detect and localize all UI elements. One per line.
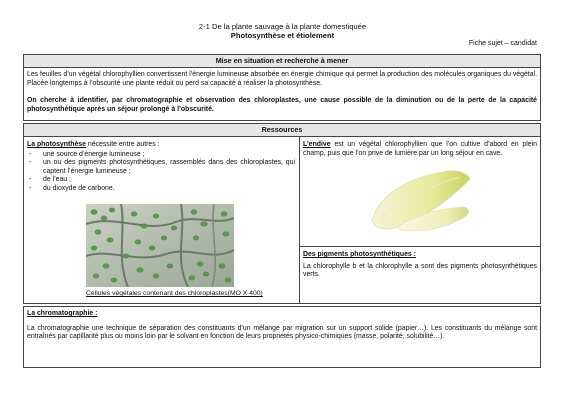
pigments-text: La chlorophylle b et la chlorophylle a sont des pigments photosynthétiques verts. — [303, 262, 537, 279]
photosynthese-block — [27, 141, 295, 194]
list-item: - une source d’énergie lumineuse ; — [27, 151, 295, 160]
ressources-divider — [299, 136, 300, 304]
document-title-line1: 2-1 De la plante sauvage à la plante domestiquée — [198, 22, 367, 31]
pigments-heading: Des pigments photosynthétiques : — [303, 251, 416, 258]
chromatographie-block — [27, 310, 537, 342]
mise-en-situation-bar: Mise en situation et recherche à mener — [23, 54, 541, 68]
fiche-label: Fiche sujet – candidat — [468, 40, 537, 47]
photosynthese-heading: La photosynthèse — [27, 141, 86, 148]
title-block — [0, 22, 565, 40]
list-item: - un ou des pigments photosynthétiques, rassemblés dans des chloroplastes, qui captent l’énergie lumineuse ; — [27, 159, 295, 176]
chromatographie-text: La chromatographie une technique de séparation des constituants d’un mélange par migration sur un support solide (papier…). Les constituants du mélange sont entraînés par capillarité plus ou moins loin par le solvant en fonction de leurs propriétés physico-chimiques (masse, polarité, solubilité…). — [27, 324, 537, 341]
ressources-right-divider — [299, 246, 541, 247]
list-item: - de l’eau ; — [27, 176, 295, 185]
chloroplast-micrograph — [86, 204, 234, 287]
list-item: - du dioxyde de carbone. — [27, 185, 295, 194]
endive-text: est un végétal chlorophyllien que l’on cultive d’abord en plein champ, puis que l’on prive de lumière par un long séjour en cave. — [303, 141, 537, 157]
pigments-block — [303, 251, 537, 280]
endive-heading: L’endive — [303, 141, 331, 148]
chromatographie-heading: La chromatographie : — [27, 310, 98, 317]
photosynthese-list — [27, 151, 295, 194]
ressources-bar: Ressources — [23, 123, 541, 137]
mise-en-situation-text: Les feuilles d’un végétal chlorophyllien convertissent l’énergie lumineuse absorbée en énergie chimique qui permet la production des molécules organiques du végétal. Placée longtemps à l’obscurité une plante réduit ou perd sa capacité à réaliser la photosynthèse. — [27, 71, 537, 87]
mise-en-situation-goal: On cherche à identifier, par chromatographie et observation des chloroplastes, une cause possible de la diminution ou de la perte de la capacité photosynthétique après un séjour prolongé à l’obscurité. — [27, 97, 537, 113]
endive-block — [303, 141, 537, 158]
document-title-line2: Photosynthèse et étiolement — [230, 31, 335, 40]
endive-image — [368, 165, 472, 233]
photosynthese-intro: nécessite entre autres : — [85, 141, 160, 148]
micrograph-caption: Cellules végétales contenant des chloroplastes(MO X 400) — [86, 290, 263, 297]
